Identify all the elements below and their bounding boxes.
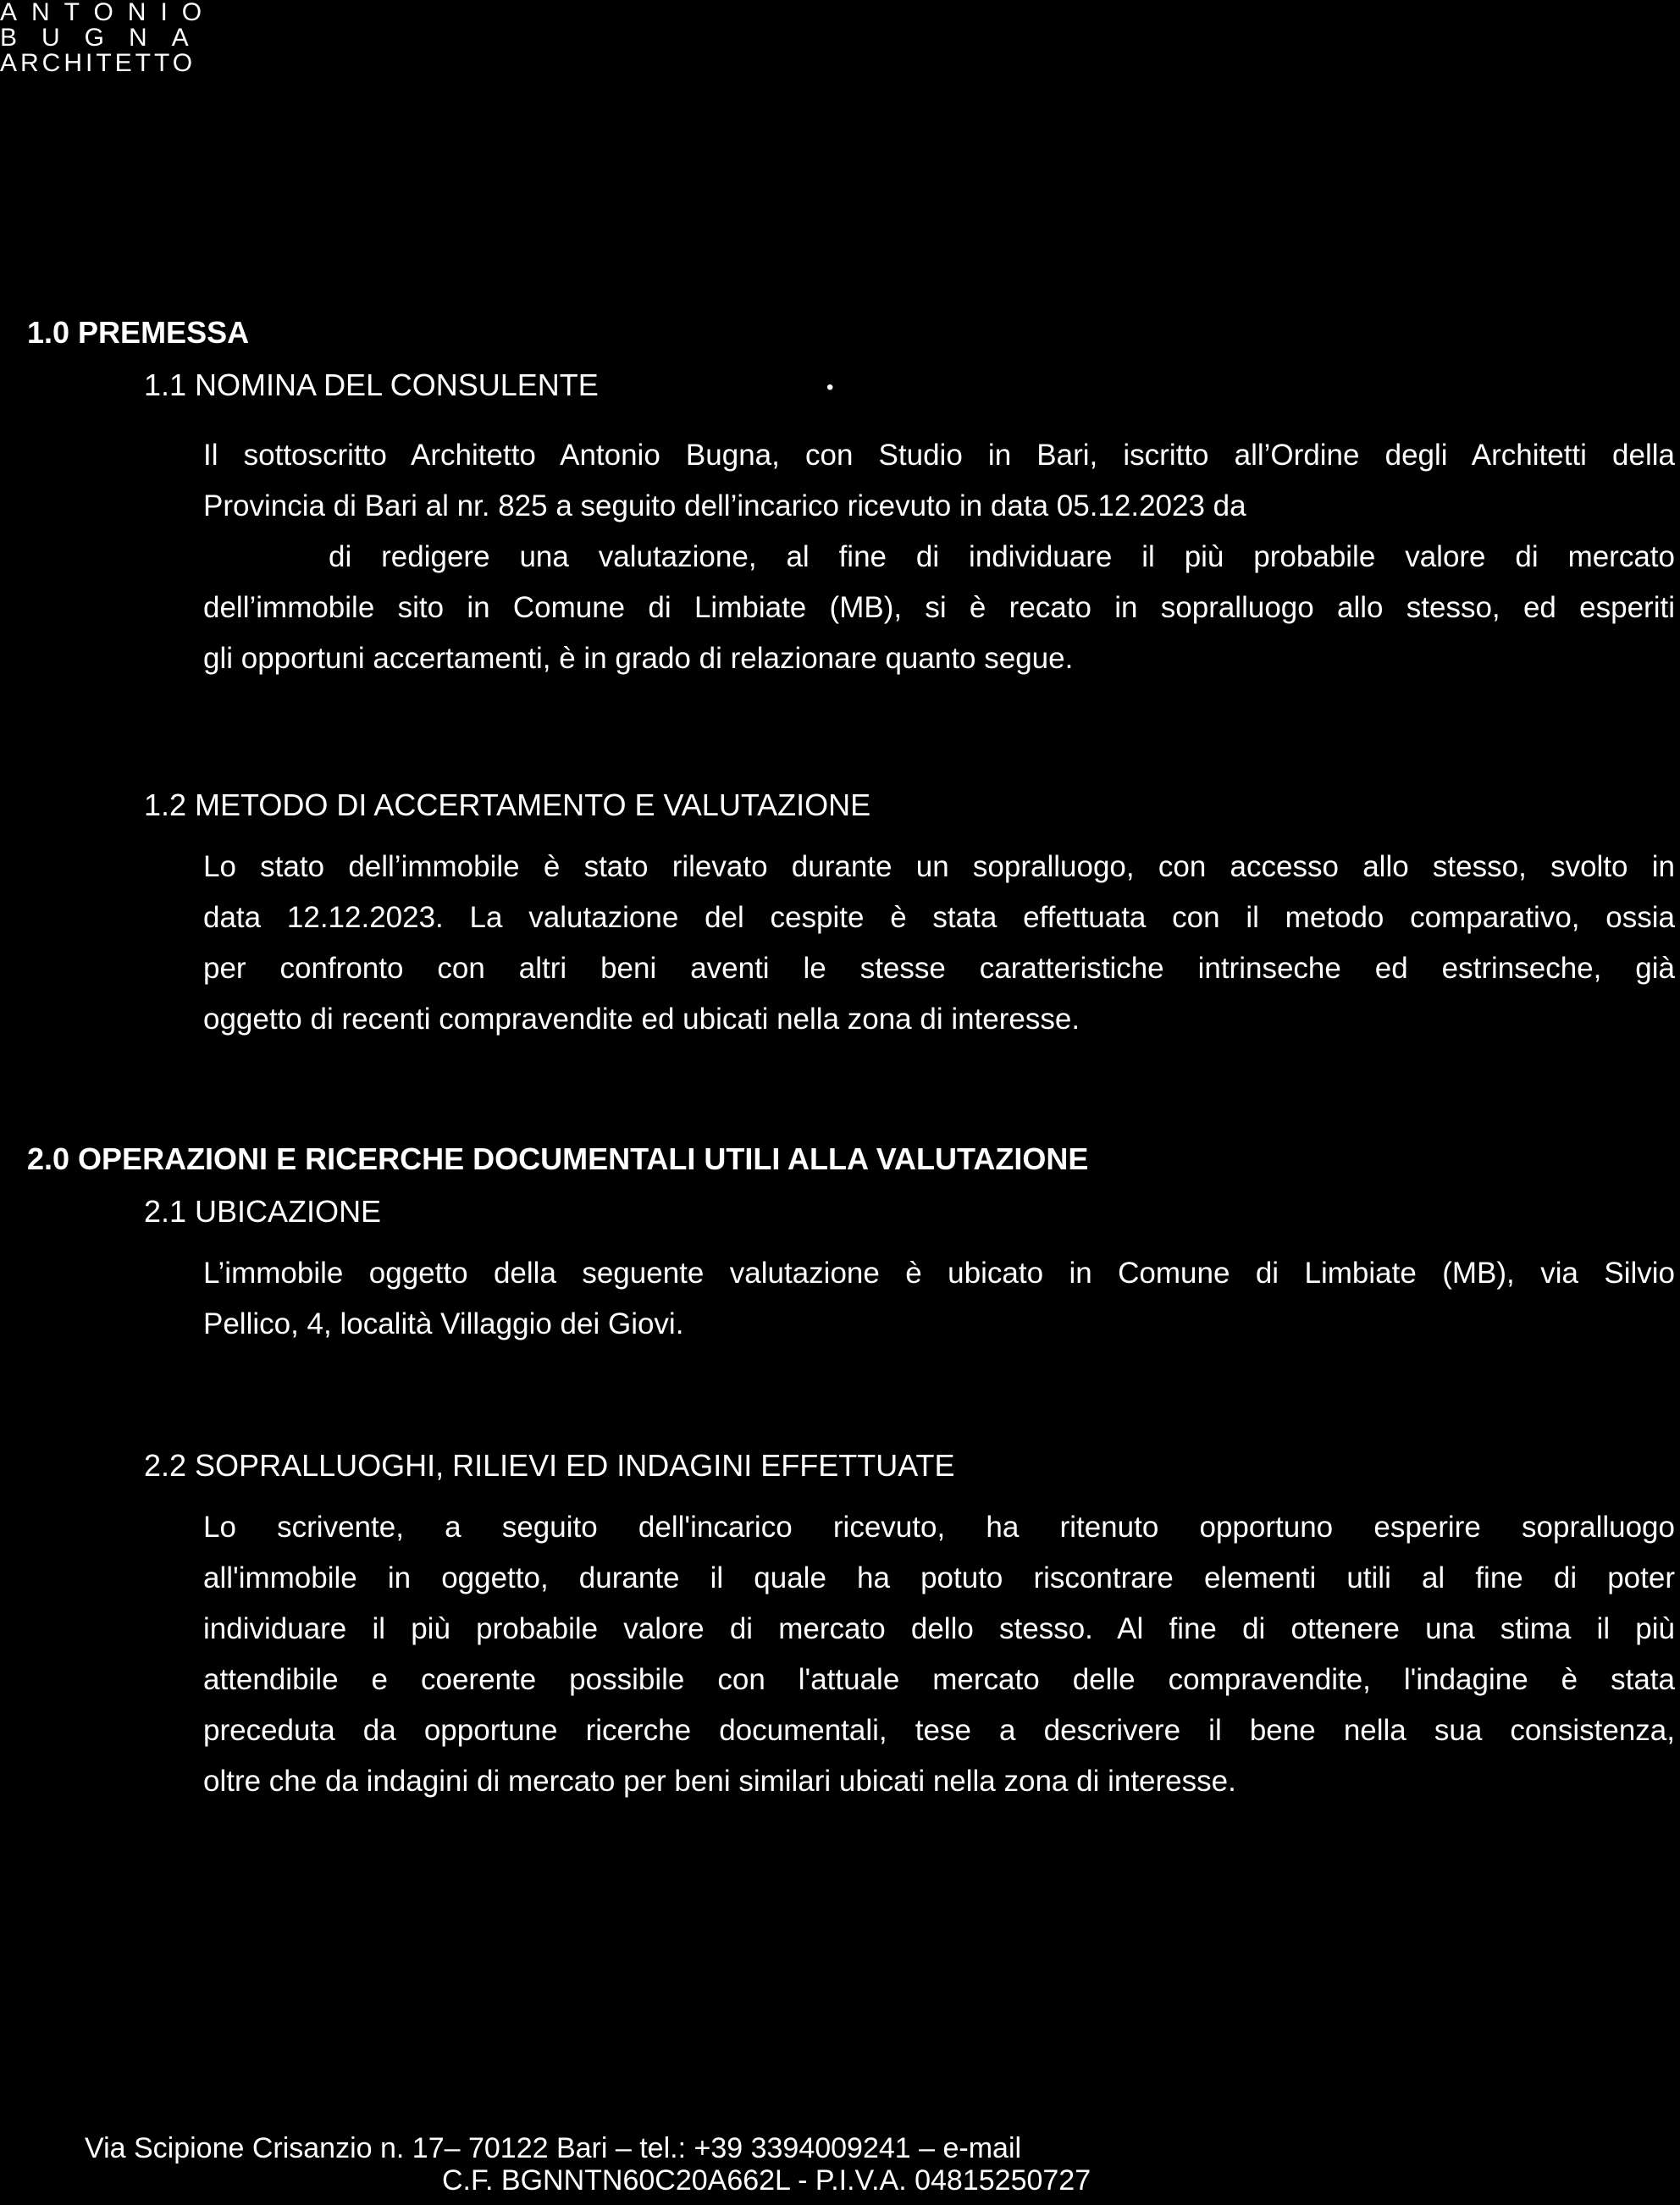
- paragraph-line: Lo scrivente, a seguito dell'incarico ricevuto, ha ritenuto opportuno esperire sopralluogo: [203, 1511, 1675, 1544]
- subsection-2-2-title: 2.2 SOPRALLUOGHI, RILIEVI ED INDAGINI EFFETTUATE: [144, 1448, 955, 1483]
- subsection-1-1-title: 1.1 NOMINA DEL CONSULENTE: [144, 368, 599, 402]
- paragraph-line: di redigere una valutazione, al fine di individuare il più probabile valore di mercato: [329, 540, 1675, 573]
- subsection-1-2-title: 1.2 METODO DI ACCERTAMENTO E VALUTAZIONE: [144, 788, 871, 822]
- paragraph-line: Lo stato dell’immobile è stato rilevato durante un sopralluogo, con accesso allo stesso, svolto in: [203, 850, 1675, 883]
- subsection-1-1-body: [203, 430, 1675, 684]
- letterhead-name-last: BUGNA: [0, 24, 213, 52]
- paragraph-line: attendibile e coerente possibile con l'attuale mercato delle compravendite, l'indagine è stata: [203, 1663, 1675, 1696]
- paragraph-line: dell’immobile sito in Comune di Limbiate (MB), si è recato in sopralluogo allo stesso, ed esperiti: [203, 591, 1675, 624]
- footer-tax-ids: C.F. BGNNTN60C20A662L - P.I.V.A. 04815250727: [442, 2164, 1091, 2197]
- paragraph-line: Il sottoscritto Architetto Antonio Bugna, con Studio in Bari, iscritto all’Ordine degli Architetti della: [203, 439, 1675, 472]
- letterhead-name-first: ANTONIO: [0, 0, 217, 26]
- subsection-2-1-title: 2.1 UBICAZIONE: [144, 1194, 382, 1229]
- section-1-title: 1.0 PREMESSA: [27, 315, 250, 350]
- stray-mark: •: [826, 376, 834, 399]
- paragraph-line: oltre che da indagini di mercato per beni similari ubicati nella zona di interesse.: [203, 1765, 1236, 1798]
- paragraph-line: oggetto di recenti compravendite ed ubicati nella zona di interesse.: [203, 1003, 1080, 1036]
- paragraph-line: per confronto con altri beni aventi le stesse caratteristiche intrinseche ed estrinseche, già: [203, 952, 1675, 985]
- paragraph-line: preceduta da opportune ricerche documentali, tese a descrivere il bene nella sua consistenza,: [203, 1714, 1675, 1747]
- paragraph-line: gli opportuni accertamenti, è in grado di relazionare quanto segue.: [203, 642, 1074, 675]
- subsection-1-2-body: [203, 842, 1675, 1045]
- footer-address: Via Scipione Crisanzio n. 17– 70122 Bari – tel.: +39 3394009241 – e-mail: [85, 2132, 1022, 2164]
- subsection-2-2-body: [203, 1502, 1675, 1807]
- paragraph-line: data 12.12.2023. La valutazione del cespite è stata effettuata con il metodo comparativo, ossia: [203, 901, 1675, 934]
- paragraph-line: Pellico, 4, località Villaggio dei Giovi.: [203, 1307, 684, 1340]
- paragraph-line: L’immobile oggetto della seguente valutazione è ubicato in Comune di Limbiate (MB), via Silvio: [203, 1257, 1675, 1290]
- letterhead-logo: [0, 0, 216, 76]
- section-2-title: 2.0 OPERAZIONI E RICERCHE DOCUMENTALI UTILI ALLA VALUTAZIONE: [27, 1141, 1089, 1176]
- paragraph-line: all'immobile in oggetto, durante il quale ha potuto riscontrare elementi utili al fine di poter: [203, 1561, 1675, 1594]
- paragraph-line: individuare il più probabile valore di mercato dello stesso. Al fine di ottenere una stima il più: [203, 1612, 1675, 1645]
- subsection-2-1-body: [203, 1248, 1675, 1350]
- letterhead-profession: ARCHITETTO: [0, 49, 196, 77]
- paragraph-line: Provincia di Bari al nr. 825 a seguito dell’incarico ricevuto in data 05.12.2023 da: [203, 489, 1246, 522]
